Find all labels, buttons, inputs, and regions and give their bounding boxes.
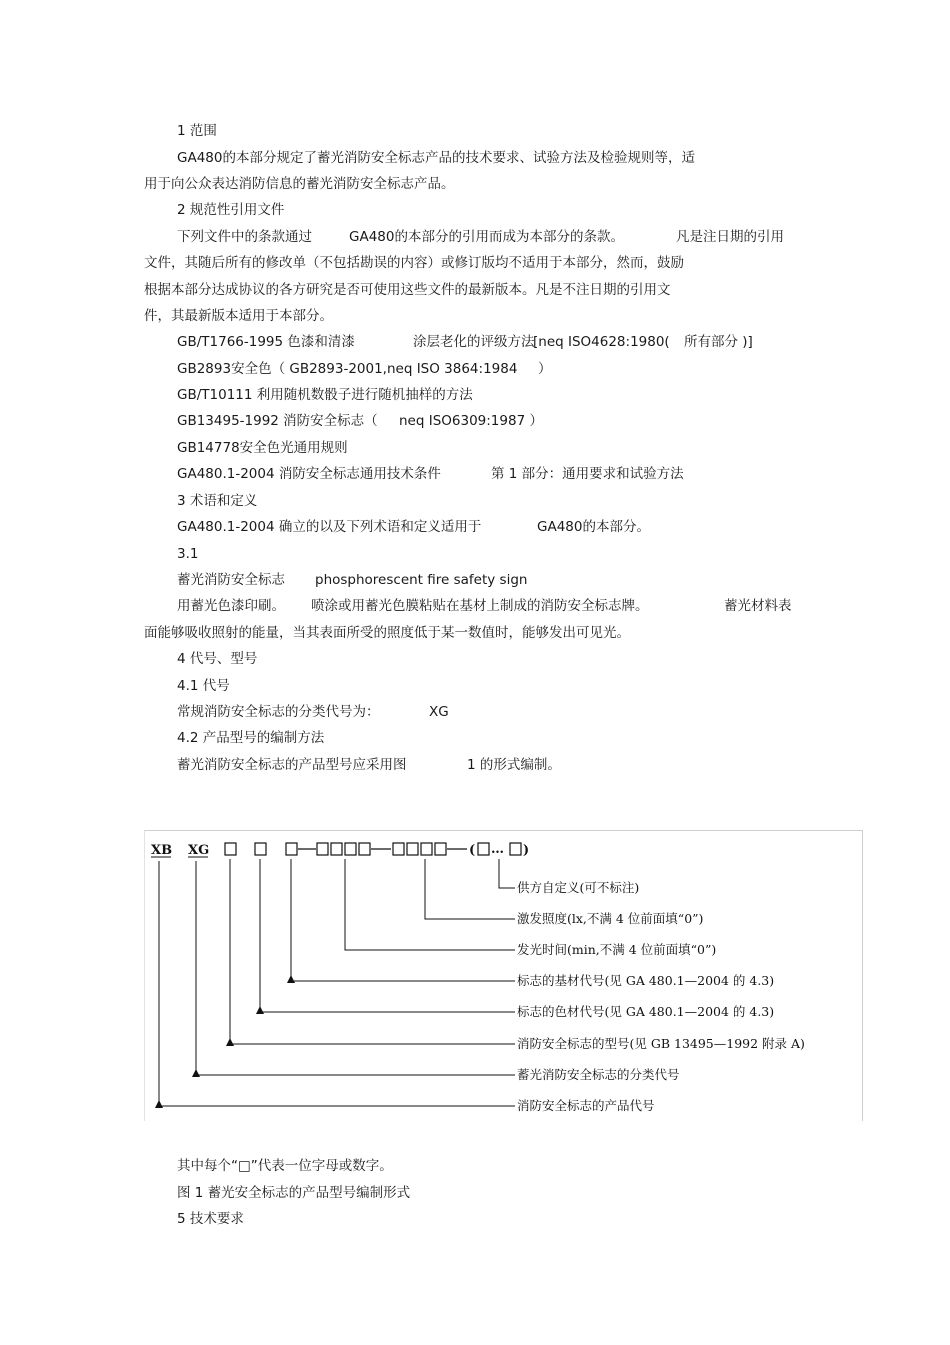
code-box-illum-2 bbox=[407, 843, 418, 855]
section-1-para-line2: 用于向公众表达消防信息的蓄光消防安全标志产品。 bbox=[144, 176, 455, 192]
product-model-figure bbox=[144, 830, 863, 1121]
text-segment: XG bbox=[429, 704, 449, 720]
text-segment: 1 的形式编制。 bbox=[467, 757, 561, 773]
figure-caption: 图 1 蓄光安全标志的产品型号编制形式 bbox=[177, 1185, 411, 1201]
code-group-close: ) bbox=[523, 843, 530, 858]
arrowhead bbox=[287, 975, 295, 983]
section-2-para-line4: 件，其最新版本适用于本部分。 bbox=[144, 308, 333, 324]
clause-4-1: 4.1 代号 bbox=[177, 678, 230, 694]
text-segment: 喷涂或用蓄光色膜粘贴在基材上制成的消防安全标志牌。 bbox=[311, 598, 649, 614]
text-segment: 第 1 部分：通用要求和试验方法 bbox=[491, 466, 684, 482]
code-box-model bbox=[225, 843, 236, 855]
label-sign-model: 消防安全标志的型号(见 GB 13495—1992 附录 A) bbox=[517, 1036, 805, 1051]
code-group-open: ( bbox=[469, 843, 476, 858]
leader-line-product bbox=[159, 861, 515, 1106]
code-box-custom-2 bbox=[510, 843, 521, 855]
label-supplier-custom: 供方自定义(可不标注) bbox=[517, 880, 640, 895]
text-segment: 凡是注日期的引用 bbox=[676, 229, 784, 245]
code-box-time-4 bbox=[359, 843, 370, 855]
text-segment: 所有部分 )] bbox=[684, 334, 753, 350]
leader-line-color bbox=[260, 859, 515, 1012]
code-box-color-material bbox=[255, 843, 266, 855]
leader-line-illuminance bbox=[425, 859, 515, 919]
text-segment: GB2893安全色（ GB2893-2001,neq ISO 3864:1984 bbox=[177, 361, 518, 377]
text-segment: [neq ISO4628:1980( bbox=[533, 334, 670, 350]
leader-line-time bbox=[345, 859, 515, 950]
code-box-custom-1 bbox=[478, 843, 489, 855]
text-segment: 用蓄光色漆印刷。 bbox=[177, 598, 285, 614]
leader-line-custom bbox=[499, 859, 515, 888]
text-segment: ） bbox=[538, 361, 552, 377]
arrowhead bbox=[155, 1100, 163, 1108]
code-xb: XB bbox=[151, 843, 173, 858]
text-segment: neq ISO6309:1987 ） bbox=[399, 413, 543, 429]
section-1-title: 1 范围 bbox=[177, 123, 217, 139]
reference-gb14778: GB14778安全色光通用规则 bbox=[177, 440, 348, 456]
leader-line-class bbox=[196, 861, 515, 1075]
code-box-illum-1 bbox=[393, 843, 404, 855]
code-box-illum-3 bbox=[421, 843, 432, 855]
leader-line-model bbox=[230, 859, 515, 1044]
label-excitation-illuminance: 激发照度(lx,不满 4 位前面填“0”) bbox=[517, 911, 704, 926]
code-box-illum-4 bbox=[435, 843, 446, 855]
text-segment: 涂层老化的评级方法 bbox=[413, 334, 535, 350]
section-1-para-line1: GA480的本部分规定了蓄光消防安全标志产品的技术要求、试验方法及检验规则等，适 bbox=[177, 150, 695, 166]
arrowhead bbox=[226, 1038, 234, 1046]
figure-note: 其中每个“□”代表一位字母或数字。 bbox=[177, 1158, 393, 1174]
section-5-title: 5 技术要求 bbox=[177, 1211, 244, 1227]
text-segment: 蓄光消防安全标志的产品型号应采用图 bbox=[177, 757, 407, 773]
clause-4-2: 4.2 产品型号的编制方法 bbox=[177, 730, 325, 746]
text-segment: 蓄光材料表 bbox=[724, 598, 792, 614]
text-segment: GA480.1-2004 消防安全标志通用技术条件 bbox=[177, 466, 441, 482]
term-chinese: 蓄光消防安全标志 bbox=[177, 572, 285, 588]
text-segment: GA480的本部分。 bbox=[537, 519, 650, 535]
code-box-time-1 bbox=[317, 843, 328, 855]
section-2-para-line3: 根据本部分达成协议的各方研究是否可使用这些文件的最新版本。凡是不注日期的引用文 bbox=[144, 282, 671, 298]
code-box-base-material bbox=[286, 843, 297, 855]
clause-3-1: 3.1 bbox=[177, 546, 199, 562]
arrowhead bbox=[256, 1006, 264, 1014]
section-2-para-line2: 文件，其随后所有的修改单（不包括勘误的内容）或修订版均不适用于本部分，然而，鼓励 bbox=[144, 255, 684, 271]
section-3-title: 3 术语和定义 bbox=[177, 493, 258, 509]
label-color-material-code: 标志的色材代号(见 GA 480.1—2004 的 4.3) bbox=[517, 1004, 775, 1019]
text-segment: GB/T1766-1995 色漆和清漆 bbox=[177, 334, 355, 350]
text-segment: 常规消防安全标志的分类代号为： bbox=[177, 704, 380, 720]
text-segment: GA480.1-2004 确立的以及下列术语和定义适用于 bbox=[177, 519, 482, 535]
text-segment: 下列文件中的条款通过 bbox=[177, 229, 312, 245]
label-luminous-time: 发光时间(min,不满 4 位前面填“0”) bbox=[517, 942, 717, 957]
arrowhead bbox=[192, 1069, 200, 1077]
code-box-time-2 bbox=[331, 843, 342, 855]
text-segment: GA480的本部分的引用而成为本部分的条款。 bbox=[349, 229, 624, 245]
definition-line2: 面能够吸收照射的能量，当其表面所受的照度低于某一数值时，能够发出可见光。 bbox=[144, 625, 630, 641]
figure-diagram bbox=[145, 831, 862, 1121]
label-product-code: 消防安全标志的产品代号 bbox=[517, 1098, 655, 1113]
code-xg: XG bbox=[188, 843, 210, 858]
text-segment: GB13495-1992 消防安全标志（ bbox=[177, 413, 378, 429]
label-base-material-code: 标志的基材代号(见 GA 480.1—2004 的 4.3) bbox=[517, 973, 775, 988]
leader-line-base bbox=[291, 859, 515, 981]
code-box-time-3 bbox=[345, 843, 356, 855]
section-4-title: 4 代号、型号 bbox=[177, 651, 258, 667]
term-english: phosphorescent fire safety sign bbox=[315, 572, 528, 588]
code-ellipsis: … bbox=[491, 842, 504, 857]
label-classification-code: 蓄光消防安全标志的分类代号 bbox=[517, 1067, 680, 1082]
section-2-title: 2 规范性引用文件 bbox=[177, 202, 285, 218]
reference-gbt10111: GB/T10111 利用随机数骰子进行随机抽样的方法 bbox=[177, 387, 473, 403]
